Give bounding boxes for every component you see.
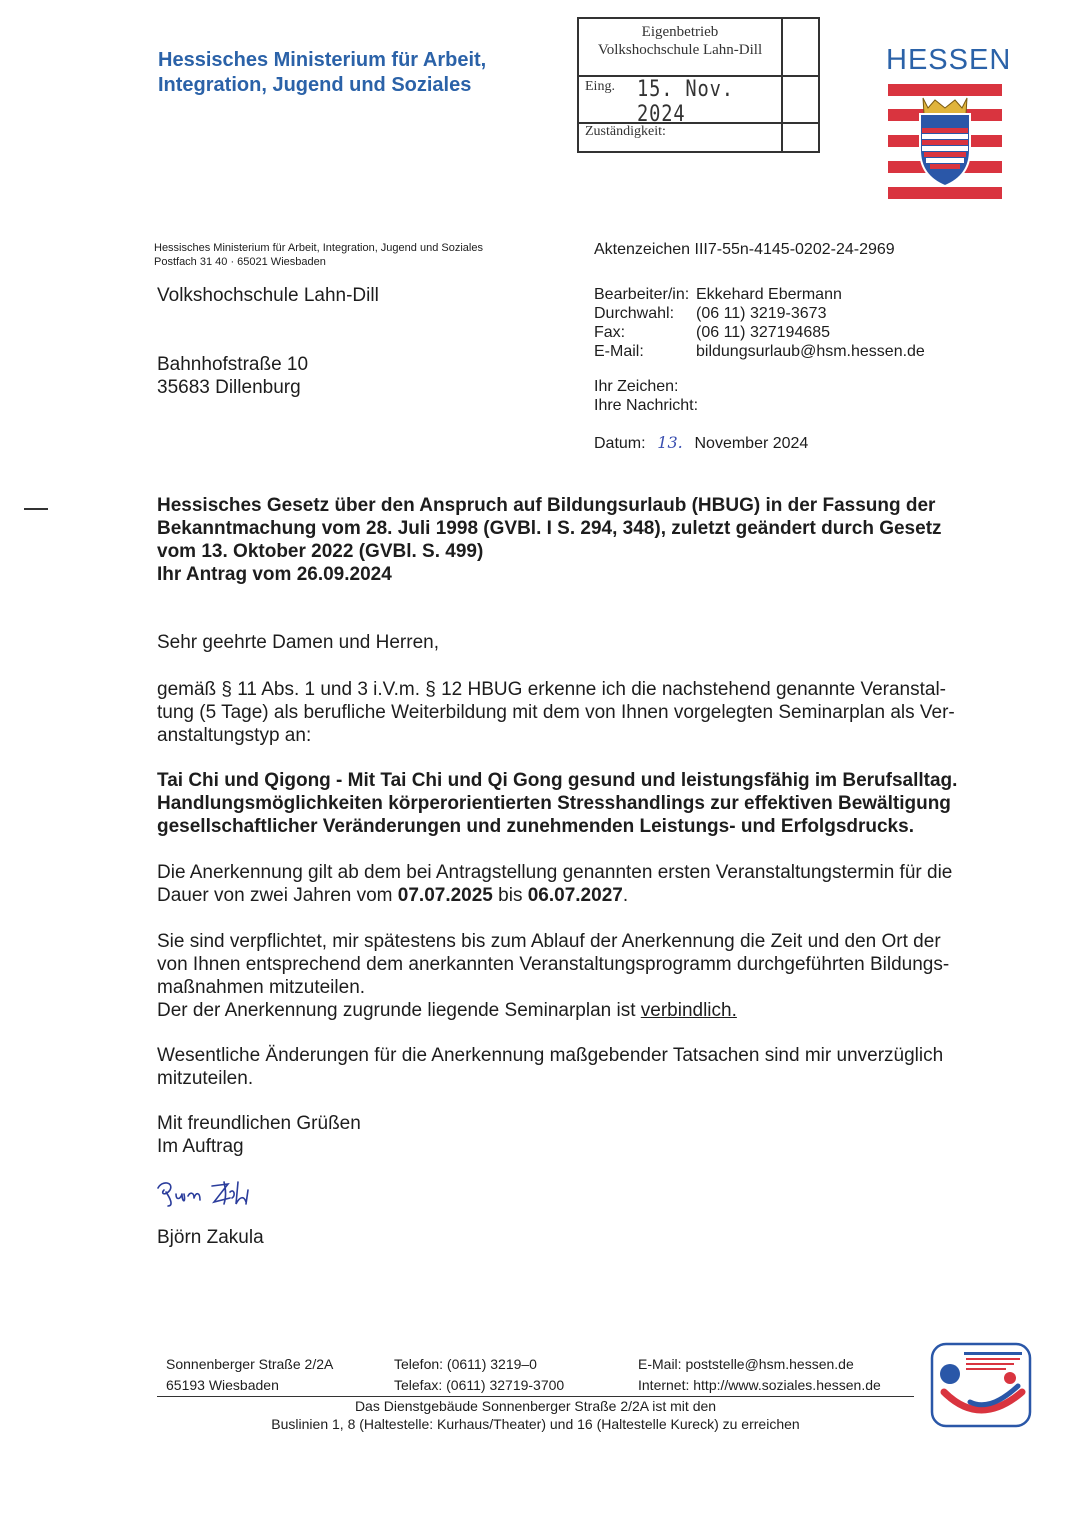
valid-to-date: 06.07.2027: [527, 885, 623, 906]
ihr-zeichen-label: Ihr Zeichen:: [594, 378, 679, 395]
durchwahl-value: (06 11) 3219-3673: [696, 305, 827, 322]
footer-internet: Internet: http://www.soziales.hessen.de: [638, 1377, 881, 1393]
course-title: [157, 769, 1007, 838]
p2-text-a: Dauer von zwei Jahren vom: [157, 885, 398, 906]
p3-line-2: von Ihnen entsprechend dem anerkannten Veranstaltungsprogramm durchgeführten Bildungs-: [157, 954, 950, 975]
hessen-coat-of-arms-icon: [888, 84, 1002, 200]
footer-note-line-2: Buslinien 1, 8 (Haltestelle: Kurhaus/Theater) und 16 (Haltestelle Kureck) zu erreichen: [271, 1416, 800, 1432]
return-address-line-2: Postfach 31 40 · 65021 Wiesbaden: [154, 256, 326, 268]
course-title-line-3: gesellschaftlicher Veränderungen und zunehmenden Leistungs- und Erfolgsdrucks.: [157, 816, 914, 837]
signer-name: Björn Zakula: [157, 1227, 264, 1248]
fold-mark: [24, 508, 48, 510]
p1-line-2: tung (5 Tage) als berufliche Weiterbildung mit dem von Ihnen vorgelegten Seminarplan als Ver-: [157, 702, 955, 723]
contact-row-fax: [594, 323, 925, 342]
subject-line-3: vom 13. Oktober 2022 (GVBl. S. 499): [157, 541, 484, 562]
stamp-date: 15. Nov. 2024: [637, 77, 734, 127]
paragraph-changes: [157, 1044, 1007, 1090]
footer-phone: [394, 1354, 564, 1396]
footer-email: E-Mail: poststelle@hsm.hessen.de: [638, 1356, 854, 1372]
contact-row-bearbeiter: [594, 285, 925, 304]
durchwahl-label: Durchwahl:: [594, 305, 675, 322]
course-title-line-1: Tai Chi und Qigong - Mit Tai Chi und Qi Gong gesund und leistungsfähig im Berufsalltag.: [157, 770, 958, 791]
stamp-org-line-1: Eigenbetrieb: [641, 24, 719, 40]
p2-text-c: .: [622, 885, 629, 906]
paragraph-validity: [157, 861, 1007, 907]
contact-row-email: [594, 342, 925, 361]
footer-telefon: Telefon: (0611) 3219–0: [394, 1356, 537, 1372]
footer-note-line-1: Das Dienstgebäude Sonnenberger Straße 2/2A ist mit den: [354, 1398, 717, 1414]
verbindlich-underlined: verbindlich.: [640, 1000, 737, 1021]
signature-icon: [152, 1176, 262, 1212]
closing-im-auftrag: Im Auftrag: [157, 1136, 244, 1157]
ministry-line-2: Integration, Jugend und Soziales: [158, 74, 472, 96]
course-title-line-2: Handlungsmöglichkeiten körperorientierten Stresshandlings zur effektiven Bewältigung: [157, 793, 951, 814]
email-value: bildungsurlaub@hsm.hessen.de: [696, 343, 925, 360]
footer-address: [166, 1354, 333, 1396]
recipient-name: Volkshochschule Lahn-Dill: [157, 285, 379, 306]
p2-text-b: bis: [492, 885, 528, 906]
stamp-org-line-2: Volkshochschule Lahn-Dill: [597, 42, 763, 58]
stamp-organization: [579, 23, 781, 59]
footer-note: [157, 1397, 914, 1433]
stamp-zustaendigkeit-label: Zuständigkeit:: [585, 124, 666, 139]
footer-telefax: Telefax: (0611) 32719-3700: [394, 1377, 565, 1393]
hessen-logo-word: HESSEN: [886, 44, 1012, 76]
closing-greeting: Mit freundlichen Grüßen: [157, 1113, 361, 1134]
subject-block: [157, 494, 997, 586]
return-address-line-1: Hessisches Ministerium für Arbeit, Integration, Jugend und Soziales: [154, 242, 483, 254]
ministry-line-1: Hessisches Ministerium für Arbeit,: [158, 49, 487, 71]
bearbeiter-label: Bearbeiter/in:: [594, 286, 690, 303]
date-month-year: November 2024: [694, 435, 809, 452]
date-label: Datum:: [594, 435, 646, 452]
closing: [157, 1112, 1007, 1158]
p3-line-4: [157, 999, 1007, 1022]
return-address: [154, 241, 483, 269]
p1-line-1: gemäß § 11 Abs. 1 und 3 i.V.m. § 12 HBUG erkenne ich die nachstehend genannte Veranstal-: [157, 679, 947, 700]
receipt-stamp: [577, 17, 820, 153]
recipient-street: Bahnhofstraße 10: [157, 354, 309, 375]
email-label: E-Mail:: [594, 343, 644, 360]
recipient-address: [157, 353, 308, 399]
subject-line-4: Ihr Antrag vom 26.09.2024: [157, 564, 392, 585]
ministry-name: [158, 48, 486, 98]
footer-online: [638, 1354, 881, 1396]
subject-line-2: Bekanntmachung vom 28. Juli 1998 (GVBl. I S. 294, 348), zuletzt geändert durch Gesetz: [157, 518, 942, 539]
salutation: Sehr geehrte Damen und Herren,: [157, 632, 439, 653]
p2-line-1: Die Anerkennung gilt ab dem bei Antragstellung genannten ersten Veranstaltungstermin für die: [157, 862, 953, 883]
ihre-nachricht-label: Ihre Nachricht:: [594, 397, 699, 414]
fax-label: Fax:: [594, 324, 626, 341]
contact-block: [594, 285, 925, 361]
p1-line-3: anstaltungstyp an:: [157, 725, 312, 746]
p3-line-1: Sie sind verpflichtet, mir spätestens bis zum Ablauf der Anerkennung die Zeit und den Ort der: [157, 931, 941, 952]
guetesiegel-seal-icon: [930, 1342, 1032, 1428]
contact-row-durchwahl: [594, 304, 925, 323]
valid-from-date: 07.07.2025: [397, 885, 493, 906]
fax-value: (06 11) 327194685: [696, 324, 831, 341]
reference-fields: [594, 377, 698, 415]
p3-line-3: maßnahmen mitzuteilen.: [157, 977, 366, 998]
stamp-eing-label: Eing.: [585, 79, 615, 94]
p4-line-2: mitzuteilen.: [157, 1068, 254, 1089]
footer-city: 65193 Wiesbaden: [166, 1377, 279, 1393]
date-line: [594, 433, 808, 453]
paragraph-recognition: [157, 678, 1007, 747]
paragraph-obligation: [157, 930, 1007, 1022]
p2-line-2: [157, 884, 1007, 907]
subject-line-1: Hessisches Gesetz über den Anspruch auf Bildungsurlaub (HBUG) in der Fassung der: [157, 495, 936, 516]
date-day-handwritten: 13.: [657, 433, 683, 452]
footer-street: Sonnenberger Straße 2/2A: [166, 1356, 334, 1372]
p3-text-a: Der der Anerkennung zugrunde liegende Seminarplan ist: [157, 1000, 641, 1021]
p4-line-1: Wesentliche Änderungen für die Anerkennung maßgebender Tatsachen sind mir unverzüglich: [157, 1045, 944, 1066]
recipient-city: 35683 Dillenburg: [157, 377, 301, 398]
reference-number: Aktenzeichen III7-55n-4145-0202-24-2969: [594, 241, 895, 258]
bearbeiter-value: Ekkehard Ebermann: [696, 286, 842, 303]
